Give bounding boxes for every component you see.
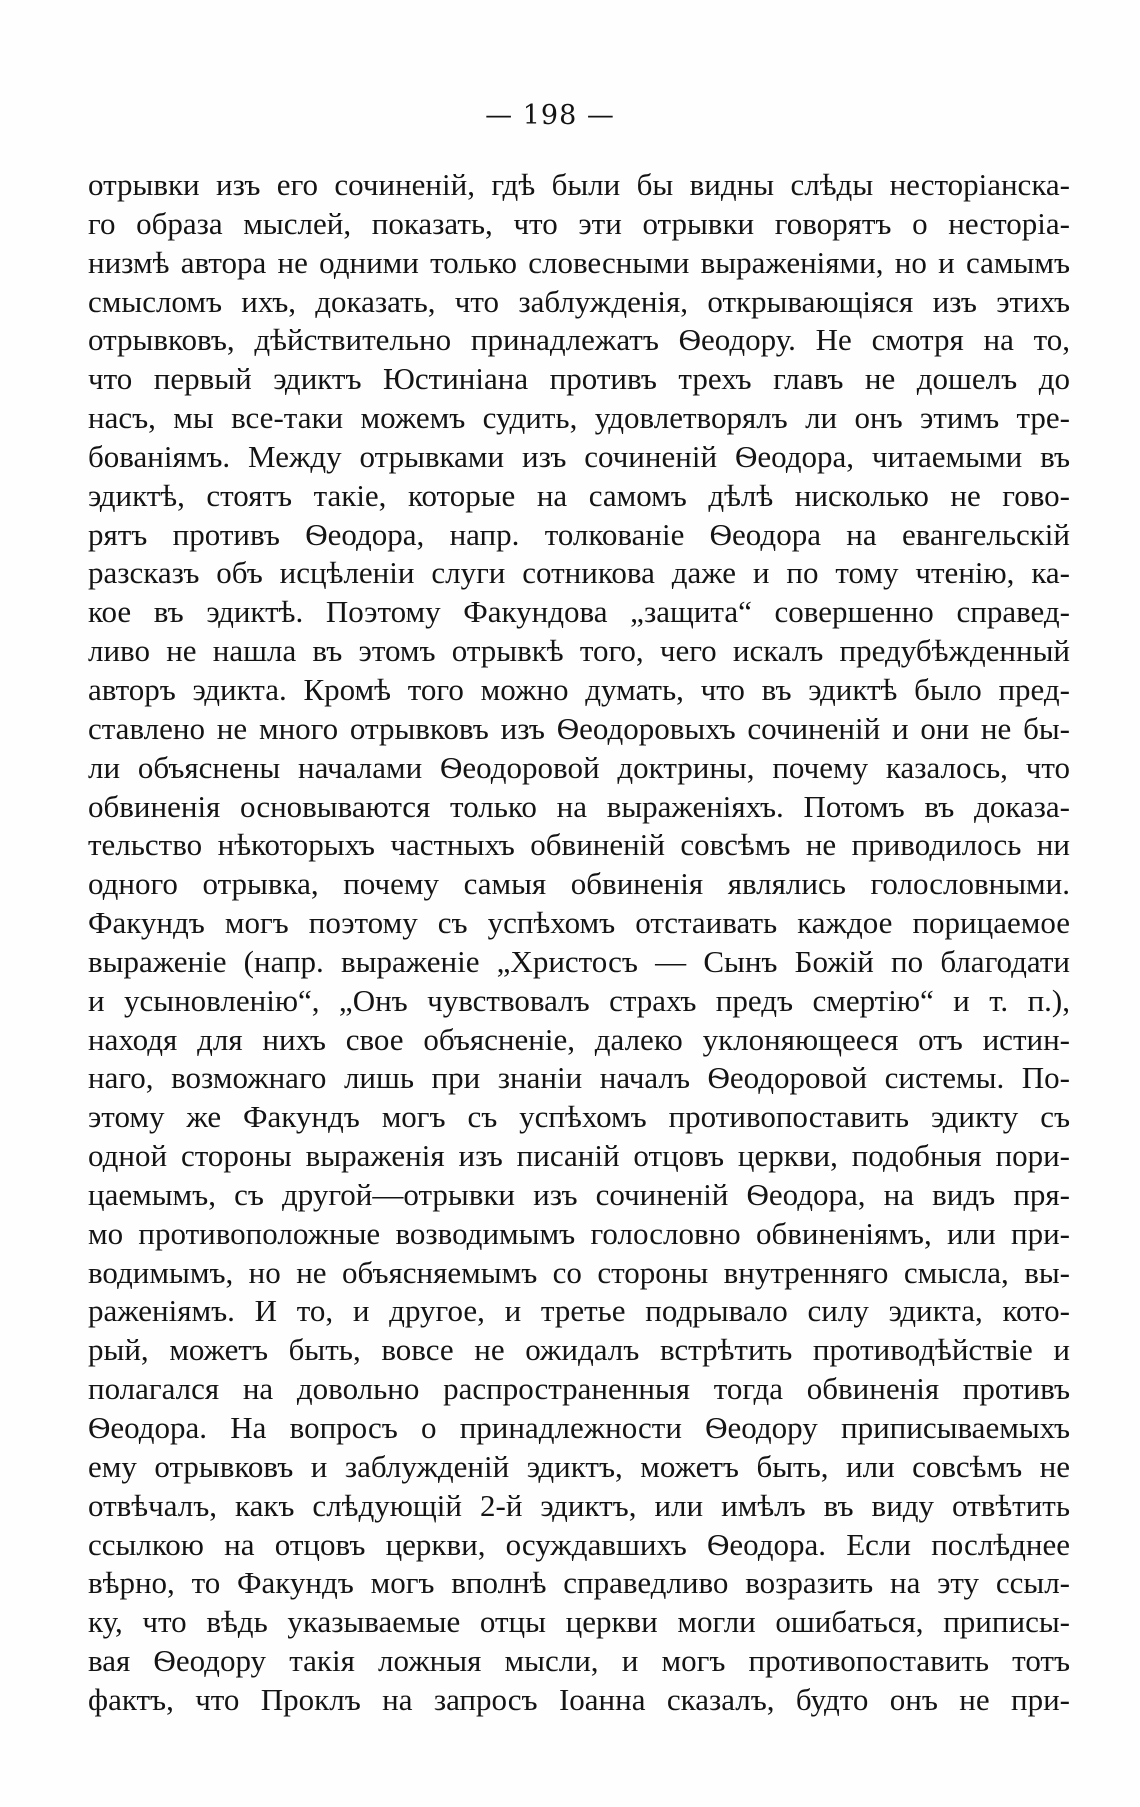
text-line: и усыновленію“, „Онъ чувствовалъ страхъ предъ смертію“ и т. п.),: [88, 982, 1070, 1018]
text-line: смысломъ ихъ, доказать, что заблужденія, открывающіяся изъ этихъ: [88, 283, 1070, 319]
text-line: цаемымъ, съ другой—отрывки изъ сочиненій Ѳеодора, на видъ пря-: [88, 1176, 1070, 1212]
text-line: ставлено не много отрывковъ изъ Ѳеодоровыхъ сочиненій и они не бы-: [88, 710, 1070, 746]
text-line: наго, возможнаго лишь при знаніи началъ Ѳеодоровой системы. По-: [88, 1060, 1070, 1096]
text-line: кое въ эдиктѣ. Поэтому Факундова „защита“ совершенно справед-: [88, 594, 1070, 630]
text-line: разсказъ объ исцѣленіи слуги сотникова даже и по тому чтенію, ка-: [88, 555, 1070, 591]
text-line: одного отрывка, почему самыя обвиненія являлись голословными.: [88, 866, 1070, 902]
text-line: ку, что вѣдь указываемые отцы церкви могли ошибаться, приписы-: [88, 1604, 1070, 1640]
text-line: вая Ѳеодору такія ложныя мысли, и могъ противопоставить тотъ: [88, 1643, 1070, 1679]
text-line: одной стороны выраженія изъ писаній отцовъ церкви, подобныя пори-: [88, 1138, 1070, 1174]
text-line: раженіямъ. И то, и другое, и третье подрывало силу эдикта, кото-: [88, 1293, 1070, 1329]
text-line: авторъ эдикта. Кромѣ того можно думать, что въ эдиктѣ было пред-: [88, 671, 1070, 707]
text-line: что первый эдиктъ Юстиніана противъ трехъ главъ не дошелъ до: [88, 361, 1070, 397]
body-text: [88, 166, 1070, 1720]
text-line: вѣрно, то Факундъ могъ вполнѣ справедливо возразить на эту ссыл-: [88, 1565, 1070, 1601]
text-line: эдиктѣ, стоятъ такіе, которые на самомъ дѣлѣ нисколько не гово-: [88, 477, 1070, 513]
text-line: полагался на довольно распространенныя тогда обвиненія противъ: [88, 1371, 1070, 1407]
text-line: ему отрывковъ и заблужденій эдиктъ, можетъ быть, или совсѣмъ не: [88, 1448, 1070, 1484]
text-line: мо противоположные возводимымъ голословно обвиненіямъ, или при-: [88, 1215, 1070, 1251]
text-line: насъ, мы все-таки можемъ судить, удовлетворялъ ли онъ этимъ тре-: [88, 400, 1070, 436]
text-line: водимымъ, но не объясняемымъ со стороны внутренняго смысла, вы-: [88, 1254, 1070, 1290]
text-line: бованіямъ. Между отрывками изъ сочиненій Ѳеодора, читаемыми въ: [88, 438, 1070, 474]
page-number: — 198 —: [485, 100, 615, 131]
text-line: ссылкою на отцовъ церкви, осуждавшихъ Ѳеодора. Если послѣднее: [88, 1526, 1070, 1562]
text-line: этому же Факундъ могъ съ успѣхомъ противопоставить эдикту съ: [88, 1099, 1070, 1135]
text-line: находя для нихъ свое объясненіе, далеко уклоняющееся отъ истин-: [88, 1021, 1070, 1057]
text-line: обвиненія основываются только на выраженіяхъ. Потомъ въ доказа-: [88, 788, 1070, 824]
text-line: отрывковъ, дѣйствительно принадлежатъ Ѳеодору. Не смотря на то,: [88, 322, 1070, 358]
text-line: отрывки изъ его сочиненій, гдѣ были бы видны слѣды несторіанска-: [88, 167, 1070, 202]
text-line: Ѳеодора. На вопросъ о принадлежности Ѳеодору приписываемыхъ: [88, 1410, 1070, 1445]
text-line: рый, можетъ быть, вовсе не ожидалъ встрѣтить противодѣйствіе и: [88, 1332, 1070, 1368]
text-line: низмѣ автора не одними только словесными выраженіями, но и самымъ: [88, 244, 1070, 280]
text-line: Факундъ могъ поэтому съ успѣхомъ отстаивать каждое порицаемое: [88, 905, 1070, 941]
text-line: тельство нѣкоторыхъ частныхъ обвиненій совсѣмъ не приводилось ни: [88, 827, 1070, 863]
text-line: отвѣчалъ, какъ слѣдующій 2-й эдиктъ, или имѣлъ въ виду отвѣтить: [88, 1487, 1070, 1523]
text-line: ли объяснены началами Ѳеодоровой доктрины, почему казалось, что: [88, 749, 1070, 785]
text-line: фактъ, что Проклъ на запросъ Іоанна сказалъ, будто онъ не при-: [88, 1681, 1070, 1717]
text-line: рятъ противъ Ѳеодора, напр. толкованіе Ѳеодора на евангельскій: [88, 516, 1070, 552]
text-line: го образа мыслей, показать, что эти отрывки говорятъ о несторіа-: [88, 205, 1070, 241]
text-line: выраженіе (напр. выраженіе „Христосъ — Сынъ Божій по благодати: [88, 943, 1070, 979]
text-line: ливо не нашла въ этомъ отрывкѣ того, чего искалъ предубѣжденный: [88, 633, 1070, 669]
